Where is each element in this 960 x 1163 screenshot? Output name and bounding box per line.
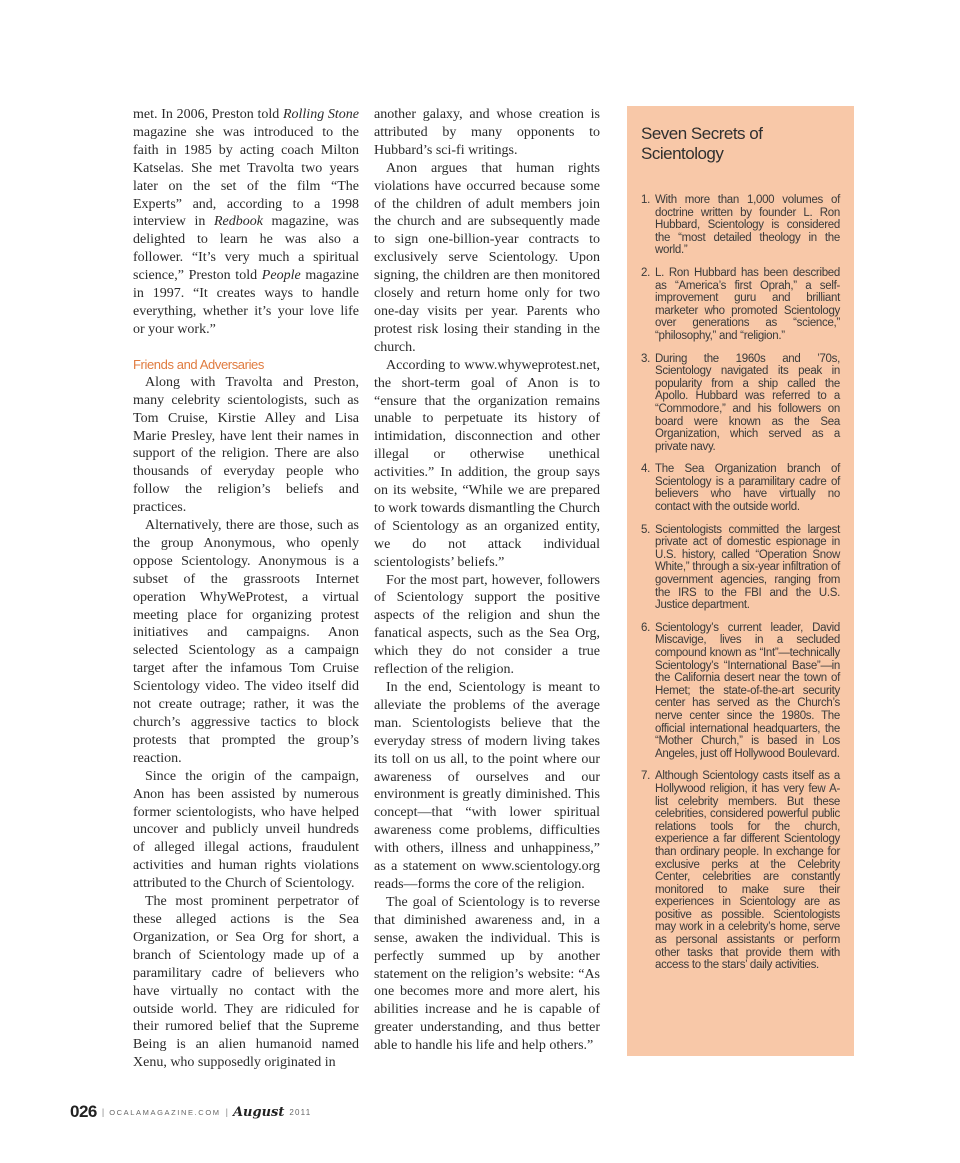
item-number: 3. <box>641 352 650 365</box>
item-number: 4. <box>641 463 650 476</box>
list-item <box>641 770 840 972</box>
magazine-name: Rolling Stone <box>282 107 359 122</box>
item-text: The Sea Organization branch of Scientology is a paramilitary cadre of believers who have virtually no contact with the outside world. <box>655 463 840 514</box>
list-item <box>641 463 840 513</box>
list-item <box>641 524 840 612</box>
paragraph: Along with Travolta and Preston, many celebrity scientologists, such as Tom Cruise, Kirstie Alley and Lisa Marie Presley, have lent their names in support of the religion. There are also thousands of everyday people who follow the religion’s beliefs and practices. <box>133 374 359 516</box>
sidebar-title: Seven Secrets of Scientology <box>641 124 763 163</box>
item-number: 1. <box>641 194 650 206</box>
page-number: 026 <box>70 1102 97 1121</box>
paragraph: In the end, Scientology is meant to alleviate the problems of the average man. Scientologists believe that the everyday stress of modern living takes its toll on us all, to the point where our awareness of ourselves and our environment is greatly diminished. This concept—that “with lower spiritual awareness come problems, difficulties with others, illness and unhappiness,” as a statement on www.scientology.org reads—forms the core of the religion. <box>374 680 600 892</box>
footer-site: OCALAMAGAZINE.COM <box>109 1107 221 1117</box>
article-column-middle <box>374 106 600 1055</box>
list-item <box>641 622 840 761</box>
section-subhead: Friends and Adversaries <box>133 356 264 372</box>
paragraph: The goal of Scientology is to reverse that diminished awareness and, in a sense, awaken the individual. This is perfectly summed up by another statement on the religion’s website: “As one becomes more and more alert, his abilities increase and he is capable of greater understanding, and thus better able to handle his life and help others.” <box>374 894 600 1054</box>
list-item <box>641 267 840 343</box>
item-text: Scientologists committed the largest private act of domestic espionage in U.S. history, called “Operation Snow White,” through a six-year infiltration of government agencies, ranging from the IRS to the FBI and the U.S. Justice department. <box>655 523 840 612</box>
page-footer <box>70 1102 311 1122</box>
sidebar-box <box>627 106 854 1056</box>
item-text: Although Scientology casts itself as a Hollywood religion, it has very few A-list celebrity members. But these celebrities, considered powerful public relations tools for the church, experience a far different Scientology than ordinary people. In exchange for exclusive perks at the Celebrity Center, celebrities are constantly monitored to make sure their experiences in Scientology are as positive as possible. Scientologists may work in a celebrity’s home, serve as personal assistants or perform other tasks that provide them with access to the stars’ daily activities. <box>655 770 840 972</box>
item-number: 6. <box>641 621 650 634</box>
paragraph: Since the origin of the campaign, Anon has been assisted by numerous former scientologists, who have helped uncover and publicly unveil hundreds of alleged illegal actions, fraudulent activities and human rights violations attributed to the Church of Scientology. <box>133 768 359 892</box>
item-number: 7. <box>641 770 650 783</box>
paragraph: According to www.whyweprotest.net, the short-term goal of Anon is to “ensure that the organization remains unable to perpetuate its history of intimidation, disconnection and other illegal or otherwise unethical activities.” In addition, the group says on its website, “While we are prepared to work towards dismantling the Church of Scientology as an organized entity, we do not attack individual scientologists’ beliefs.” <box>374 357 600 570</box>
item-number: 2. <box>641 266 650 279</box>
magazine-name: People <box>261 268 301 284</box>
paragraph: For the most part, however, followers of Scientology support the positive aspects of the religion and shun the fanatical aspects, such as the Sea Org, which they do not consider a true reflection of the religion. <box>374 572 600 678</box>
paragraph: met. In 2006, Preston told Rolling Stone magazine she was introduced to the faith in 1985 by acting coach Milton Katselas. She met Travolta two years later on the set of the film “The Experts” and, according to a 1998 interview in Redbook magazine, was delighted to learn he was also a follower. “It’s very much a spiritual science,” Preston told People magazine in 1997. “It creates ways to handle everything, whether it’s your love life or your work.” <box>133 107 360 337</box>
footer-month: August <box>232 1104 285 1120</box>
list-item <box>641 353 840 454</box>
item-text: With more than 1,000 volumes of doctrine written by founder L. Ron Hubbard, Scientology is considered the “most detailed theology in the world.” <box>655 194 840 257</box>
paragraph: another galaxy, and whose creation is attributed by many opponents to Hubbard’s sci-fi writings. <box>374 107 600 158</box>
paragraph: Alternatively, there are those, such as the group Anonymous, who openly oppose Scientology. Anonymous is a subset of the grassroots Internet operation WhyWeProtest, a virtual meeting place for organizing protest initiatives and campaigns. Anon selected Scientology as a campaign target after the infamous Tom Cruise Scientology video. The video itself did not create outrage; rather, it was the church’s aggressive tactics to block protests that prompted the group’s reaction. <box>133 518 359 766</box>
footer-separator: | <box>101 1107 105 1117</box>
paragraph: Anon argues that human rights violations have occurred because some of the children of adult members join the church and are subsequently made to sign one-billion-year contracts to exclusively serve Scientology. Upon signing, the children are then monitored closely and return home only for two one-day visits per year. Parents who protest risk losing their standing in the church. <box>374 160 600 355</box>
footer-separator: | <box>225 1107 228 1117</box>
article-column-left <box>133 106 359 1072</box>
magazine-name: Redbook <box>213 214 263 230</box>
item-text: Scientology’s current leader, David Miscavige, lives in a secluded compound known as “Int”—technically Scientology’s “International Base”—in the California desert near the town of Hemet; the state-of-the-art security center has served as the Church’s nerve center since the 1980s. The official international headquarters, the “Mother Church,” is based in Los Angeles, just off Hollywood Boulevard. <box>655 621 840 760</box>
item-text: L. Ron Hubbard has been described as “America’s first Oprah,” a self-improvement guru and brilliant marketer who promoted Scientology over generations as “science,” “philosophy,” and “religion.” <box>655 266 840 342</box>
paragraph: The most prominent perpetrator of these alleged actions is the Sea Organization, or Sea Org for short, a branch of Scientology made up of a paramilitary cadre of believers who have virtually no contact with the outside world. They are ridiculed for their rumored belief that the Supreme Being is an alien humanoid named Xenu, who supposedly originated in <box>133 894 359 1071</box>
item-number: 5. <box>641 523 650 536</box>
footer-year: 2011 <box>289 1107 312 1117</box>
secrets-list <box>641 194 840 972</box>
list-item <box>641 194 840 257</box>
item-text: During the 1960s and ’70s, Scientology navigated its peak in popularity from a ship called the Apollo. Hubbard was referred to a “Commodore,” and his followers on board were known as the Sea Organization, which served as a private navy. <box>655 352 840 453</box>
